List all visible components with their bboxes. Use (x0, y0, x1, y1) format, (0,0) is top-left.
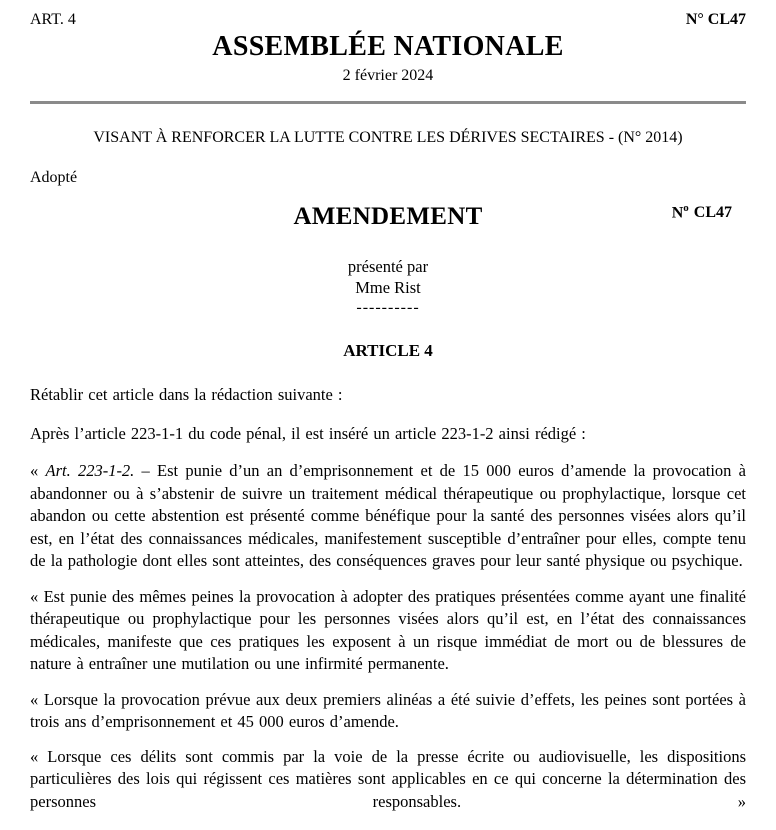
bill-title: VISANT À RENFORCER LA LUTTE CONTRE LES DÉRIVES SECTAIRES - (N° 2014) (93, 129, 683, 146)
author-name: Mme Rist (355, 278, 421, 297)
adoption-status: Adopté (30, 169, 78, 186)
assembly-title: ASSEMBLÉE NATIONALE (212, 31, 564, 62)
amendment-number-value: CL47 (693, 204, 732, 222)
amendment-number-ordinal: o (683, 202, 689, 214)
amendment-number-prefix: N (671, 204, 684, 222)
amendment-heading-row (30, 202, 746, 234)
body-paragraph-2: « Est punie des mêmes peines la provocation à adopter des pratiques présentées comme ayant une finalité thérapeutique ou prophylactique pour les personnes visées alors qu’il est, en l’état des connaissances médicales, manifeste que ces pratiques les exposent à un risque immédiat de mort ou de blessures de nature à entraîner une mutilation ou une infirmité permanente. (30, 586, 746, 673)
page-header (30, 10, 746, 30)
body-paragraph-4: « Lorsque ces délits sont commis par la voie de la presse écrite ou audiovisuelle, les dispositions particulières des lois qui régissent ces matières sont applicables en ce qui concerne la détermination des personnes responsables. » (30, 746, 746, 811)
body-paragraph-3: « Lorsque la provocation prévue aux deux premiers alinéas a été suivie d’effets, les peines sont portées à trois ans d’emprisonnement et 45 000 euros d’amende. (30, 689, 746, 731)
opening-guillemet: « (30, 461, 46, 480)
intro-paragraph-1: Rétablir cet article dans la rédaction suivante : (30, 385, 343, 404)
amendment-number-top-right: N° CL47 (685, 11, 746, 28)
presented-by-label: présenté par (347, 257, 429, 276)
horizontal-divider (30, 101, 746, 104)
dash-separator: ---------- (356, 299, 420, 316)
article-heading: ARTICLE 4 (343, 341, 433, 360)
amendment-heading: AMENDEMENT (293, 203, 483, 230)
article-reference: ART. 4 (30, 11, 76, 28)
intro-paragraph-2: Après l’article 223-1-1 du code pénal, il est inséré un article 223-1-2 ainsi rédigé : (30, 423, 586, 443)
body-paragraph-1 (30, 460, 746, 573)
article-reference-italic: Art. 223-1-2. (45, 461, 135, 480)
document-date: 2 février 2024 (342, 67, 434, 84)
amendment-number-label (672, 202, 732, 222)
body-paragraph-1-text: – Est punie d’un an d’emprisonnement et de 15 000 euros d’amende la provocation à abandonner ou à s’abstenir de suivre un traitement médical thérapeutique ou prophylactique, lorsque cet abandon ou cette abstention est présenté comme bénéfique pour la santé des personnes visées alors qu’il est, en l’état des connaissances médicales, manifestement susceptible d’entraîner pour elles, compte tenu de la pathologie dont elles sont atteintes, des conséquences graves pour leur santé physique ou psychique. (30, 461, 746, 570)
